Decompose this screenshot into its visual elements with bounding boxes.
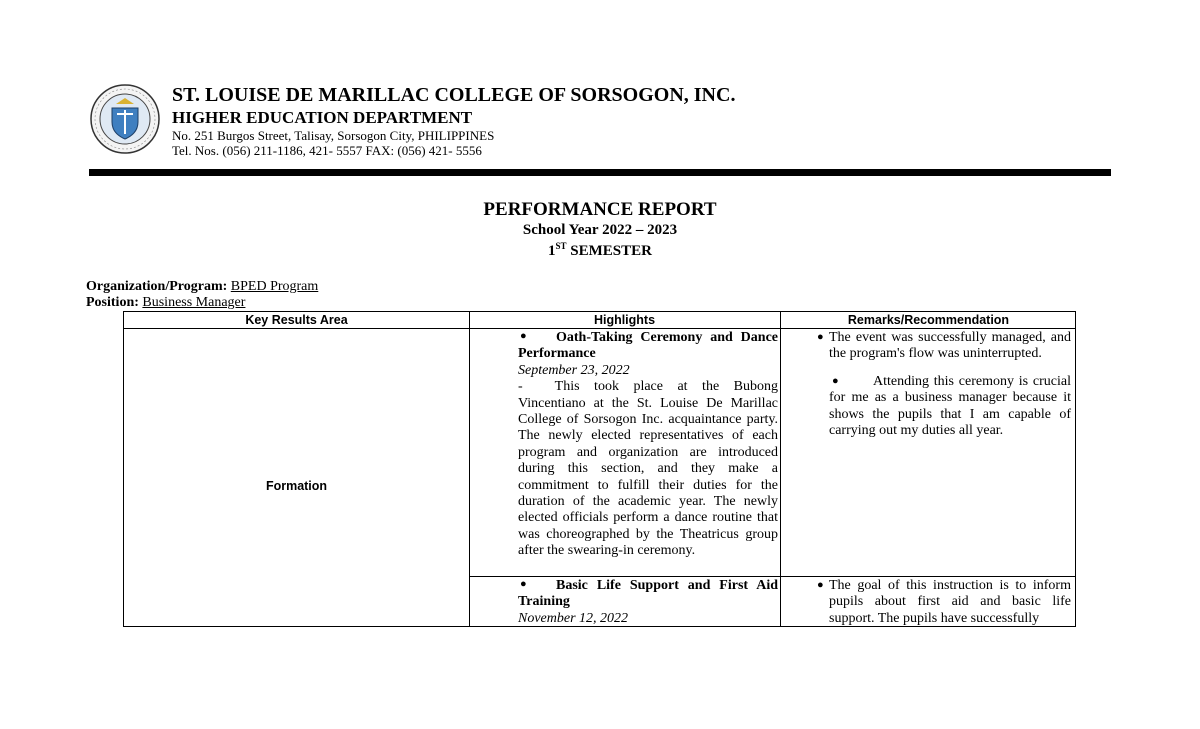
performance-table [123,311,1076,627]
header-row-divider [124,328,1076,329]
remark-2: Attending this ceremony is crucial for me as a business manager because it shows the pupils that I am capable of carrying out my duties all year. [829,374,1071,439]
header-highlights: Highlights [593,313,656,327]
organization-label: Organization/Program: [86,279,228,294]
school-year: School Year 2022 – 2023 [522,222,678,238]
school-name: ST. LOUISE DE MARILLAC COLLEGE OF SORSOGON, INC. [172,84,736,106]
remark-3: The goal of this instruction is to inform pupils about first aid and basic life support. The pupils have successfully [829,578,1071,626]
department-name: HIGHER EDUCATION DEPARTMENT [172,108,473,127]
semester-label: 1ST SEMESTER [548,241,652,259]
highlight-entry-1 [518,330,778,560]
organization-program-line [86,279,318,295]
highlight-entry-2 [518,578,778,627]
position-line [86,295,245,311]
position-value: Business Manager [142,295,246,310]
header-key-results-area: Key Results Area [245,313,348,327]
highlight-title: Basic Life Support and First Aid Training [518,578,778,610]
bullet-icon: ● [832,375,839,387]
school-telephone: Tel. Nos. (056) 211-1186, 421- 5557 FAX: (056) 421- 5556 [172,143,482,158]
key-results-area-formation: Formation [265,479,328,493]
header-divider [89,169,1111,176]
column-divider [780,312,781,626]
bullet-icon: ● [520,578,527,590]
header-remarks: Remarks/Recommendation [847,313,1010,327]
remark-1: The event was successfully managed, and the program's flow was uninterrupted. [829,330,1071,362]
report-title: PERFORMANCE REPORT [483,199,717,220]
school-address: No. 251 Burgos Street, Talisay, Sorsogon City, PHILIPPINES [172,128,495,143]
bullet-icon: ● [817,331,824,343]
position-label: Position: [86,295,139,310]
bullet-icon: ● [520,330,527,342]
row-divider [469,576,1076,577]
organization-value: BPED Program [230,279,319,294]
college-seal-logo [90,84,160,154]
bullet-icon: ● [817,579,824,591]
highlight-date: November 12, 2022 [518,610,629,626]
highlight-title: Oath-Taking Ceremony and Dance Performance [518,330,778,362]
highlight-date: September 23, 2022 [518,362,630,378]
highlight-body: - This took place at the Bubong Vincentiano at the St. Louise De Marillac College of Sorsogon Inc. acquaintance party. The newly elected representatives of each program and organization are introduced during this section, and they make a commitment to fulfill their duties for the duration of the academic year. The newly elected officials perform a dance routine that was choreographed by the Theatricus group after the swearing-in ceremony. [518,379,778,559]
column-divider [469,312,470,626]
